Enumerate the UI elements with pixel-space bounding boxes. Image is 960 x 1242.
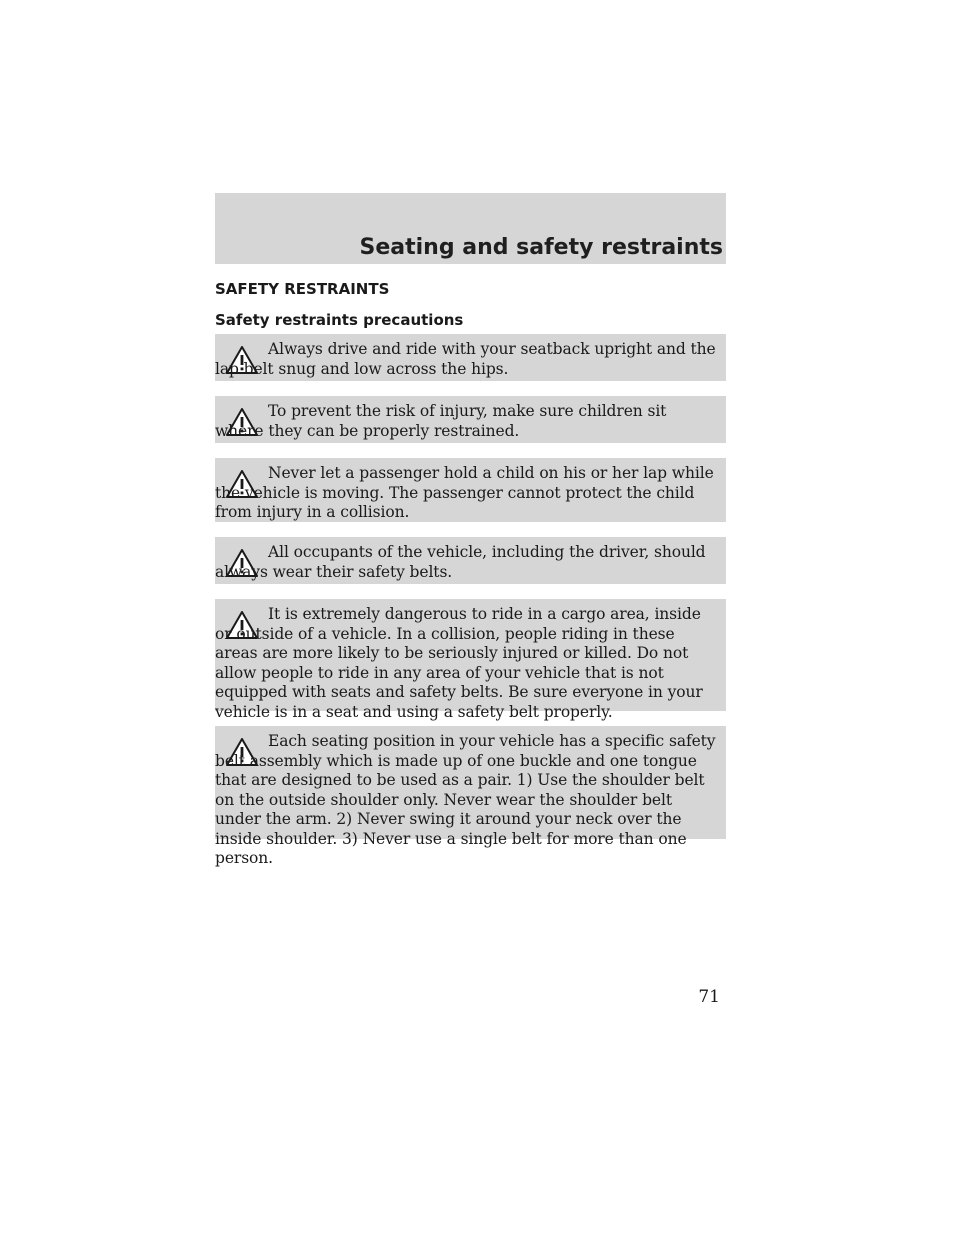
section-heading: SAFETY RESTRAINTS — [215, 280, 390, 298]
header-title: Seating and safety restraints — [359, 235, 723, 260]
warning-text: Never let a passenger hold a child on his or her lap while the vehicle is moving. The passenger cannot protect the child from injury in a collision. — [215, 464, 714, 521]
warning-text: Each seating position in your vehicle has a specific safety belt assembly which is made up of one buckle and one tongue that are designed to be used as a pair. 1) Use the shoulder belt on the outside shoulder only. Never wear the shoulder belt under the arm. 2) Never swing it around your neck over the inside shoulder. 3) Never use a single belt for more than one person. — [215, 732, 716, 867]
warning-box-4 — [215, 537, 726, 584]
warning-box-5 — [215, 599, 726, 721]
warning-text: It is extremely dangerous to ride in a cargo area, inside or outside of a vehicle. In a collision, people riding in these areas are more likely to be seriously injured or killed. Do not allow people to ride in any area of your vehicle that is not equipped with seats and safety belts. Be sure everyone in your vehicle is in a seat and using a safety belt properly. — [215, 605, 703, 721]
page-header — [215, 193, 726, 264]
warning-box-2 — [215, 396, 726, 443]
warning-text: All occupants of the vehicle, including the driver, should always wear their safety belts. — [215, 543, 706, 581]
warning-box-6 — [215, 726, 726, 867]
warning-box-1 — [215, 334, 726, 381]
page-number: 71 — [698, 987, 720, 1007]
warning-text: Always drive and ride with your seatback upright and the lap belt snug and low across the hips. — [215, 340, 716, 378]
subheading: Safety restraints precautions — [215, 311, 464, 329]
warning-text: To prevent the risk of injury, make sure children sit where they can be properly restrained. — [215, 402, 667, 440]
warning-box-3 — [215, 458, 726, 522]
